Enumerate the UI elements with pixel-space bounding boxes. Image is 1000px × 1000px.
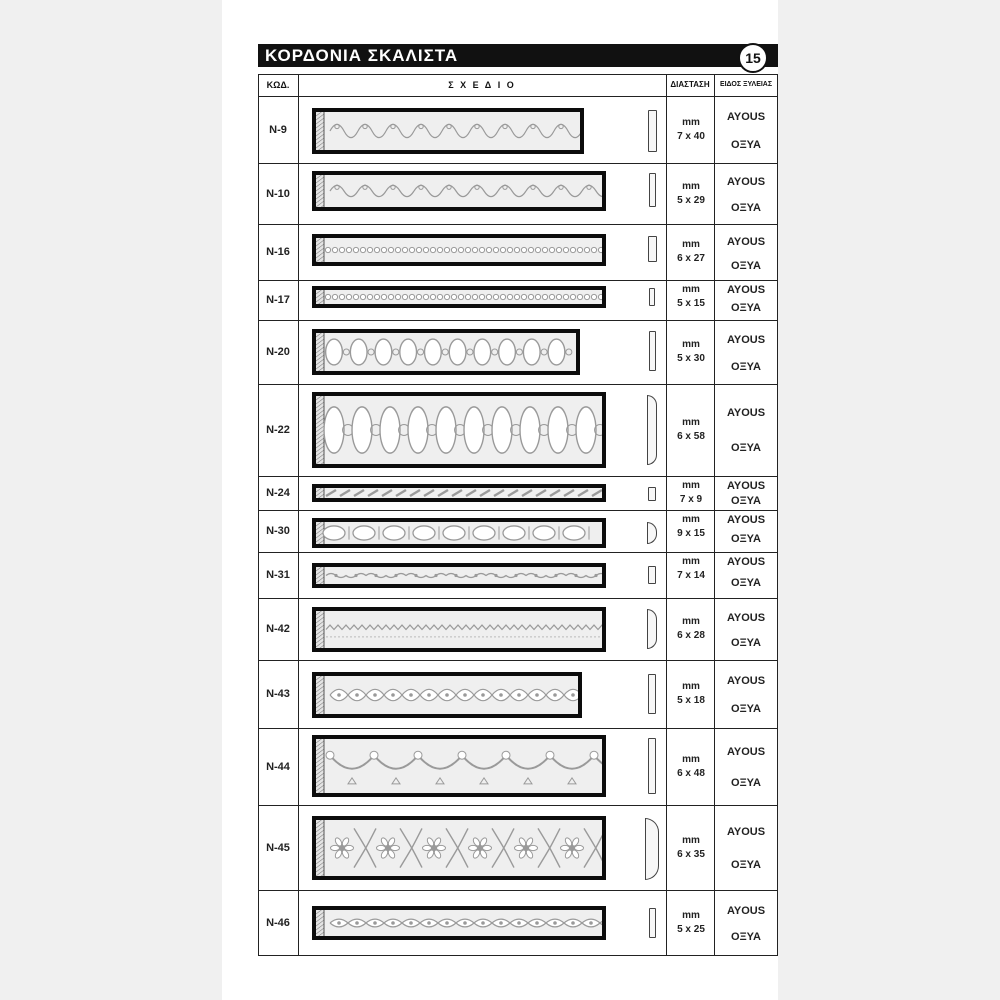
page-number-badge: 15 xyxy=(738,43,768,73)
profile-section-icon xyxy=(649,288,655,306)
product-code: N-16 xyxy=(266,246,290,258)
wood-type-ayous: AYOUS xyxy=(726,235,766,248)
wood-type-beech: ΟΞΥΑ xyxy=(731,776,761,789)
product-code: N-44 xyxy=(266,760,290,773)
profile-section-icon xyxy=(648,674,656,714)
molding-design-braid xyxy=(312,672,582,718)
wood-type-beech: ΟΞΥΑ xyxy=(731,703,761,716)
dimension-unit: mm xyxy=(682,417,700,428)
row-divider xyxy=(258,510,778,511)
row-divider xyxy=(258,890,778,891)
dimension-size: 9 x 15 xyxy=(677,528,705,539)
wood-type-beech: ΟΞΥΑ xyxy=(731,637,761,650)
column-divider xyxy=(258,74,259,956)
product-code: N-9 xyxy=(269,123,287,136)
molding-design-scroll xyxy=(312,108,584,154)
wood-type-ayous: AYOUS xyxy=(726,556,766,568)
row-divider xyxy=(258,552,778,553)
dimension-unit: mm xyxy=(682,239,700,250)
wood-type-beech: ΟΞΥΑ xyxy=(731,931,761,944)
dimension-unit: mm xyxy=(682,339,700,350)
row-divider xyxy=(258,320,778,321)
wood-type-ayous: AYOUS xyxy=(726,675,766,688)
dimension-unit: mm xyxy=(682,514,700,525)
wood-type-ayous: AYOUS xyxy=(726,480,766,492)
profile-section-icon xyxy=(647,609,657,649)
dimension-size: 5 x 15 xyxy=(677,298,705,309)
page-title: ΚΟΡΔΟΝΙΑ ΣΚΑΛΙΣΤΑ xyxy=(265,46,459,65)
product-code: N-17 xyxy=(266,294,290,306)
product-code: N-43 xyxy=(266,688,290,700)
product-code: N-20 xyxy=(266,346,290,358)
dimension-unit: mm xyxy=(682,834,700,846)
profile-section-icon xyxy=(649,908,656,938)
wood-type-ayous: AYOUS xyxy=(726,111,766,124)
product-code: N-46 xyxy=(266,916,290,929)
dimension-unit: mm xyxy=(682,753,700,765)
wood-type-ayous: AYOUS xyxy=(726,746,766,759)
product-code: N-24 xyxy=(266,487,290,499)
product-code: N-42 xyxy=(266,623,290,635)
molding-design-braid xyxy=(312,906,606,940)
dimension-size: 5 x 29 xyxy=(677,194,705,206)
wood-type-ayous: AYOUS xyxy=(726,176,766,189)
molding-design-ovals xyxy=(312,392,606,468)
wood-type-beech: ΟΞΥΑ xyxy=(731,360,761,373)
dimension-size: 6 x 27 xyxy=(677,253,705,264)
wood-type-beech: ΟΞΥΑ xyxy=(731,302,761,314)
molding-design-garland xyxy=(312,735,606,797)
dimension-unit: mm xyxy=(682,616,700,627)
column-divider xyxy=(714,74,715,956)
product-code: N-30 xyxy=(266,525,290,537)
profile-section-icon xyxy=(647,395,657,465)
wood-type-beech: ΟΞΥΑ xyxy=(731,577,761,589)
wood-type-ayous: AYOUS xyxy=(726,406,766,419)
profile-section-icon xyxy=(648,236,657,262)
dimension-size: 7 x 9 xyxy=(679,494,703,505)
wood-type-ayous: AYOUS xyxy=(726,284,766,296)
molding-design-rope xyxy=(312,484,606,502)
wood-type-ayous: AYOUS xyxy=(726,514,766,526)
dimension-unit: mm xyxy=(682,681,700,692)
header-divider xyxy=(258,96,778,97)
column-header-code: ΚΩΔ. xyxy=(266,80,290,90)
molding-design-flowers xyxy=(312,816,606,880)
profile-section-icon xyxy=(645,818,659,880)
profile-section-icon xyxy=(648,110,657,152)
molding-design-beads xyxy=(312,234,606,266)
profile-section-icon xyxy=(649,331,656,371)
row-divider xyxy=(258,805,778,806)
molding-design-ovals xyxy=(312,329,580,375)
wood-type-beech: ΟΞΥΑ xyxy=(731,495,761,507)
dimension-unit: mm xyxy=(682,116,700,128)
row-divider xyxy=(258,163,778,164)
row-divider xyxy=(258,224,778,225)
column-divider xyxy=(777,74,778,956)
row-divider xyxy=(258,280,778,281)
dimension-size: 5 x 25 xyxy=(677,923,705,935)
dimension-size: 7 x 40 xyxy=(677,130,705,142)
column-divider xyxy=(666,74,667,956)
dimension-unit: mm xyxy=(682,556,700,567)
molding-design-vine xyxy=(312,563,606,588)
profile-section-icon xyxy=(648,738,656,794)
dimension-size: 6 x 28 xyxy=(677,630,705,641)
wood-type-ayous: AYOUS xyxy=(726,334,766,347)
profile-section-icon xyxy=(649,173,656,207)
wood-type-beech: ΟΞΥΑ xyxy=(731,442,761,455)
dimension-size: 6 x 48 xyxy=(677,767,705,779)
dimension-unit: mm xyxy=(682,284,700,295)
column-header-wood-type: ΕΙΔΟΣ ΞΥΛΕΙΑΣ xyxy=(719,81,773,88)
row-divider xyxy=(258,598,778,599)
dimension-size: 6 x 58 xyxy=(677,431,705,442)
product-code: N-45 xyxy=(266,841,290,854)
product-code: N-10 xyxy=(266,187,290,200)
dimension-unit: mm xyxy=(682,909,700,921)
molding-design-zigzag xyxy=(312,607,606,652)
dimension-size: 5 x 18 xyxy=(677,695,705,706)
dimension-size: 7 x 14 xyxy=(677,570,705,581)
dimension-size: 5 x 30 xyxy=(677,353,705,364)
molding-design-eggs xyxy=(312,518,606,548)
wood-type-beech: ΟΞΥΑ xyxy=(731,138,761,151)
wood-type-ayous: AYOUS xyxy=(726,611,766,624)
profile-section-icon xyxy=(648,566,656,584)
row-divider xyxy=(258,384,778,385)
dimension-unit: mm xyxy=(682,480,700,491)
wood-type-beech: ΟΞΥΑ xyxy=(731,533,761,545)
table-top-border xyxy=(258,74,778,75)
table-bottom-border xyxy=(258,955,778,956)
wood-type-beech: ΟΞΥΑ xyxy=(731,201,761,214)
profile-section-icon xyxy=(647,522,657,544)
dimension-unit: mm xyxy=(682,180,700,192)
column-header-design: Σ Χ Ε Δ Ι Ο xyxy=(448,80,516,90)
wood-type-ayous: AYOUS xyxy=(726,825,766,838)
column-divider xyxy=(298,74,299,956)
dimension-size: 6 x 35 xyxy=(677,848,705,860)
molding-design-scroll xyxy=(312,171,606,211)
wood-type-beech: ΟΞΥΑ xyxy=(731,858,761,871)
product-code: N-31 xyxy=(266,569,290,581)
product-code: N-22 xyxy=(266,424,290,436)
profile-section-icon xyxy=(648,487,656,501)
row-divider xyxy=(258,476,778,477)
molding-design-beads xyxy=(312,286,606,308)
wood-type-ayous: AYOUS xyxy=(726,904,766,917)
column-header-dimension: ΔΙΑΣΤΑΣΗ xyxy=(670,80,710,89)
row-divider xyxy=(258,728,778,729)
wood-type-beech: ΟΞΥΑ xyxy=(731,259,761,272)
row-divider xyxy=(258,660,778,661)
